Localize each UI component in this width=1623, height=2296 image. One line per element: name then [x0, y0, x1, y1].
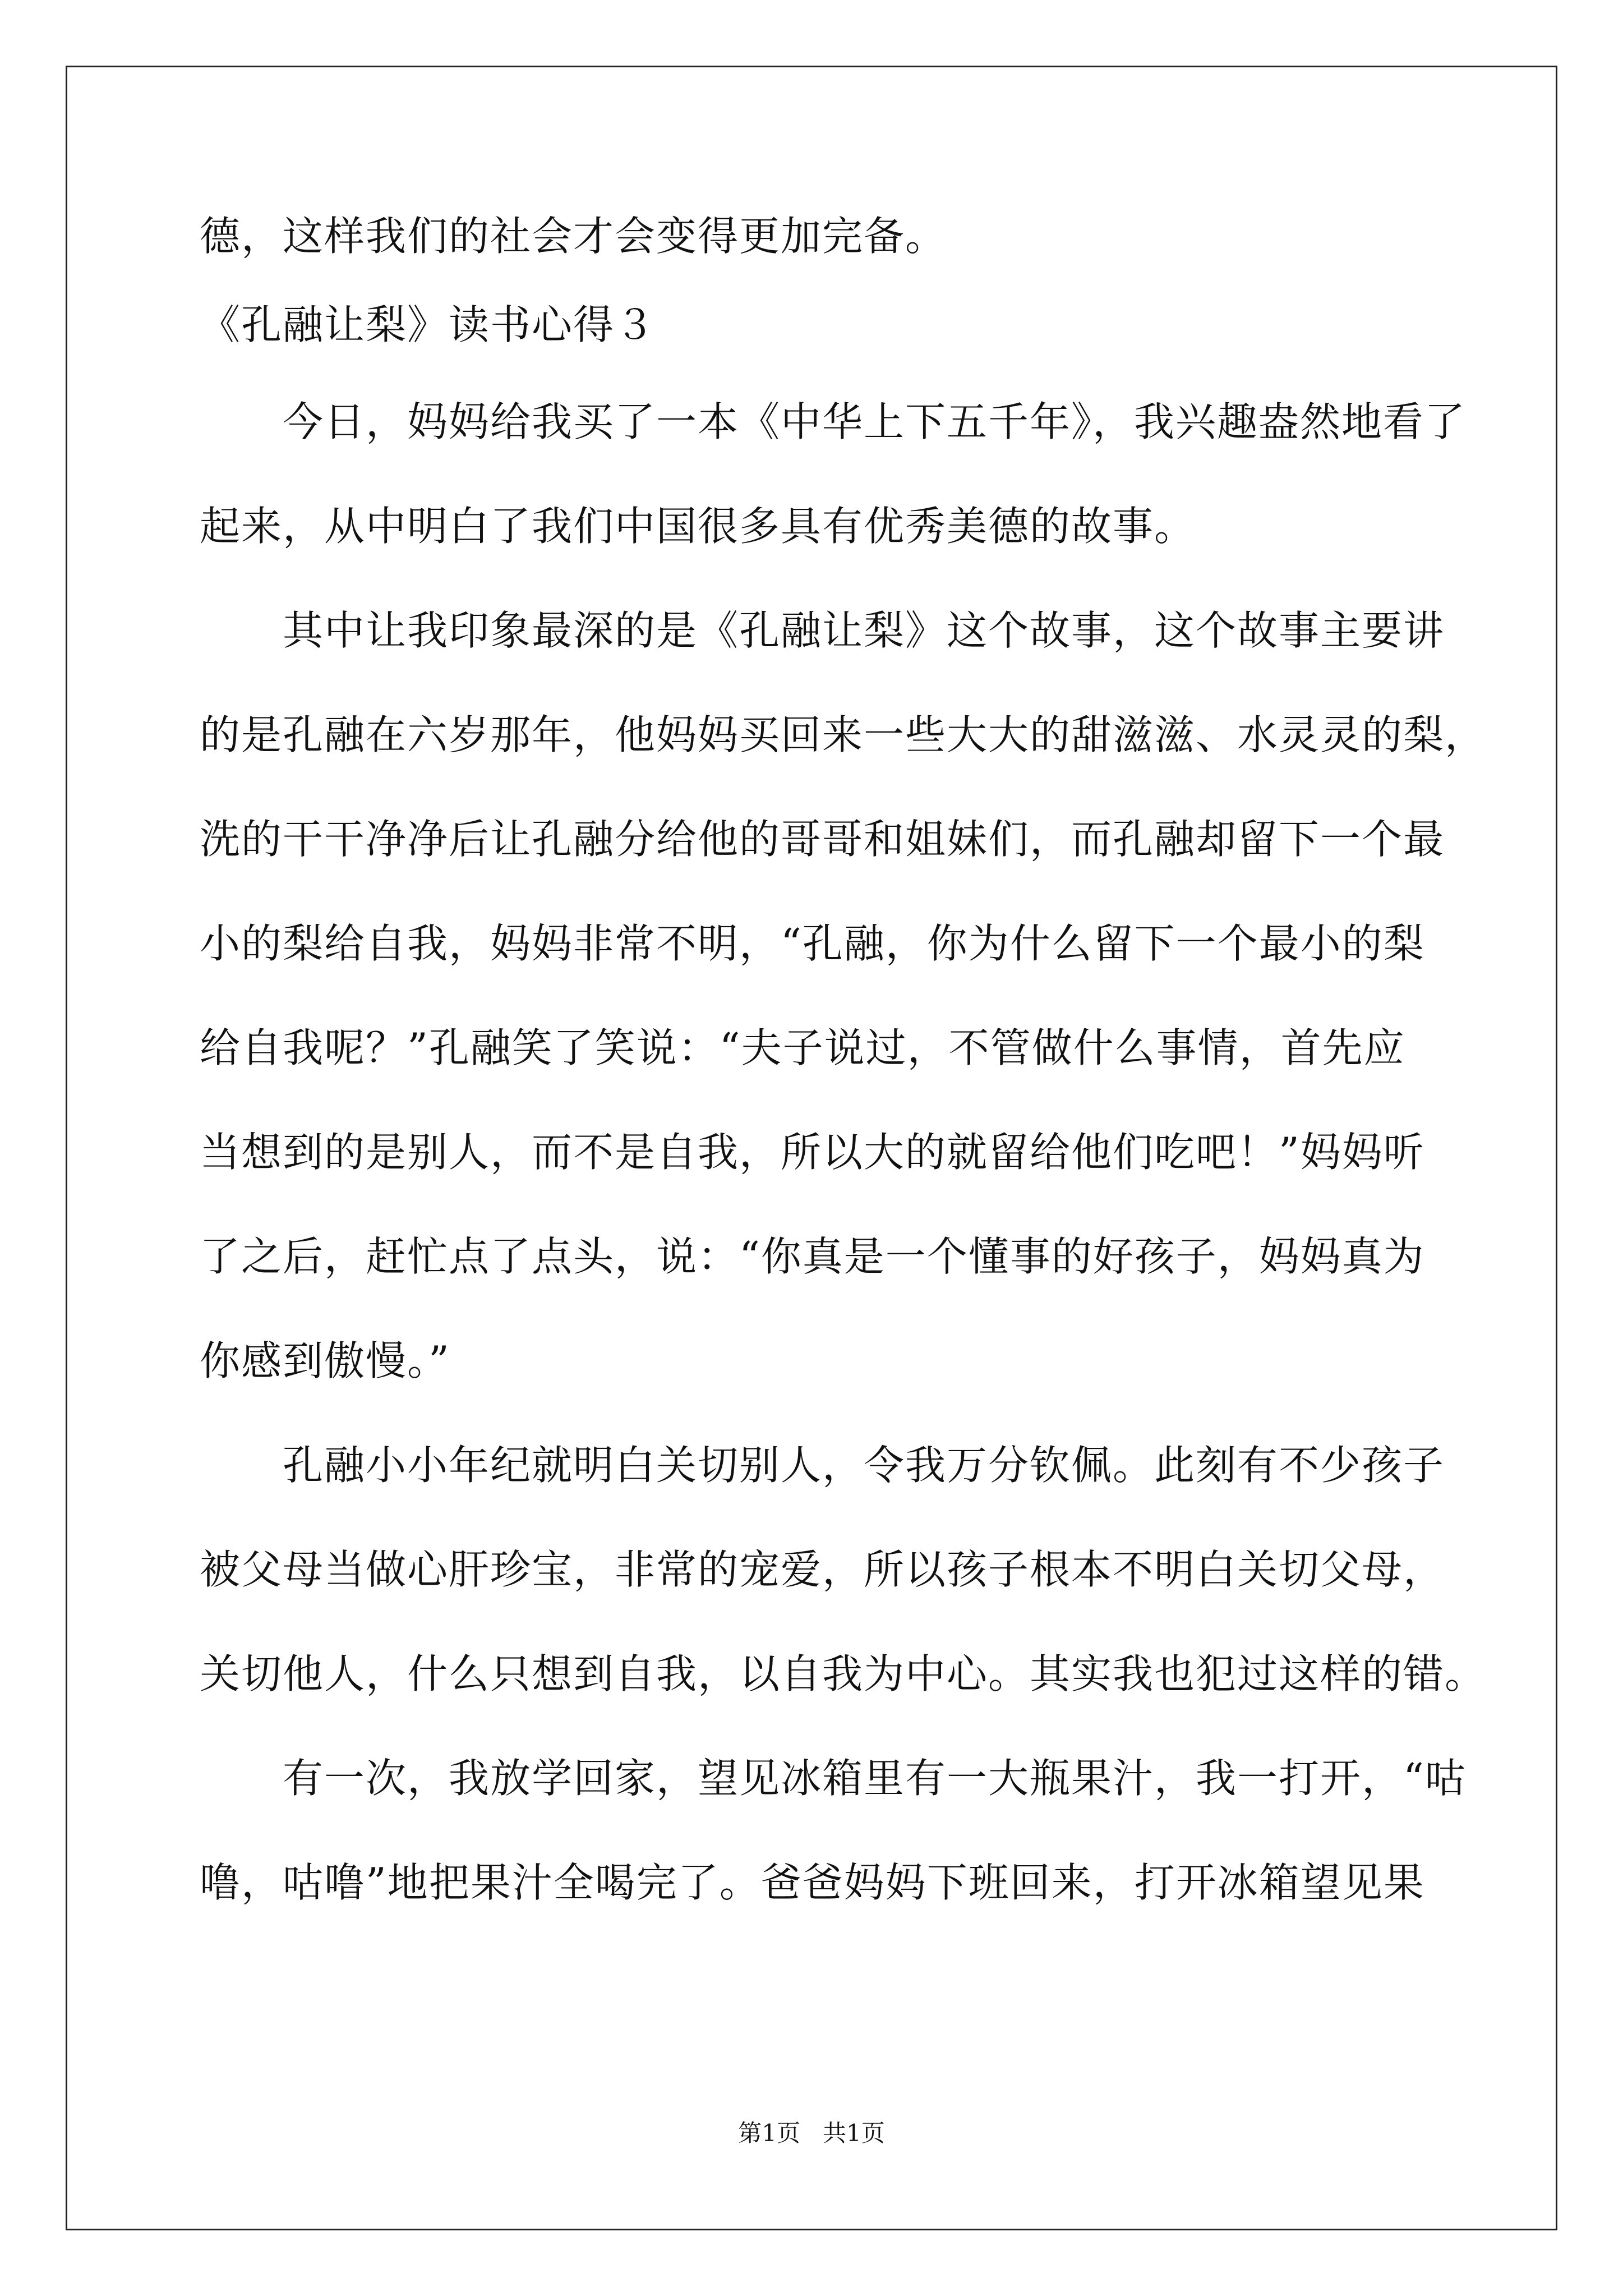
text-line: 了之后，赶忙点了点头，说：“你真是一个懂事的好孩子，妈妈真为 — [200, 1233, 1425, 1280]
text-line: 孔融小小年纪就明白关切别人，令我万分钦佩。此刻有不少孩子 — [283, 1442, 1445, 1489]
text-line: 德，这样我们的社会才会变得更加完备。 — [200, 213, 947, 260]
section-heading: 《孔融让梨》读书心得３ — [200, 301, 657, 348]
text-line: 被父母当做心肝珍宝，非常的宠爱，所以孩子根本不明白关切父母， — [200, 1546, 1445, 1593]
text-line: 你感到傲慢。” — [200, 1337, 450, 1384]
text-line: 噜，咕噜”地把果汁全喝完了。爸爸妈妈下班回来，打开冰箱望见果 — [200, 1859, 1425, 1906]
text-line: 当想到的是别人，而不是自我，所以大的就留给他们吃吧！”妈妈听 — [200, 1129, 1425, 1176]
text-line: 小的梨给自我，妈妈非常不明，“孔融，你为什么留下一个最小的梨 — [200, 920, 1425, 967]
text-line: 今日，妈妈给我买了一本《中华上下五千年》，我兴趣盎然地看了 — [283, 398, 1467, 445]
text-line: 有一次，我放学回家，望见冰箱里有一大瓶果汁，我一打开，“咕 — [283, 1755, 1467, 1802]
text-line: 给自我呢？”孔融笑了笑说：“夫子说过，不管做什么事情，首先应 — [200, 1024, 1405, 1071]
text-line: 关切他人，什么只想到自我，以自我为中心。其实我也犯过这样的错。 — [200, 1650, 1487, 1697]
text-line: 其中让我印象最深的是《孔融让梨》这个故事，这个故事主要讲 — [283, 607, 1445, 654]
page-footer: 第1页 共1页 — [738, 2119, 885, 2147]
text-line: 起来，从中明白了我们中国很多具有优秀美德的故事。 — [200, 503, 1196, 550]
text-line: 的是孔融在六岁那年，他妈妈买回来一些大大的甜滋滋、水灵灵的梨， — [200, 711, 1487, 758]
text-line: 洗的干干净净后让孔融分给他的哥哥和姐妹们，而孔融却留下一个最 — [200, 816, 1445, 863]
